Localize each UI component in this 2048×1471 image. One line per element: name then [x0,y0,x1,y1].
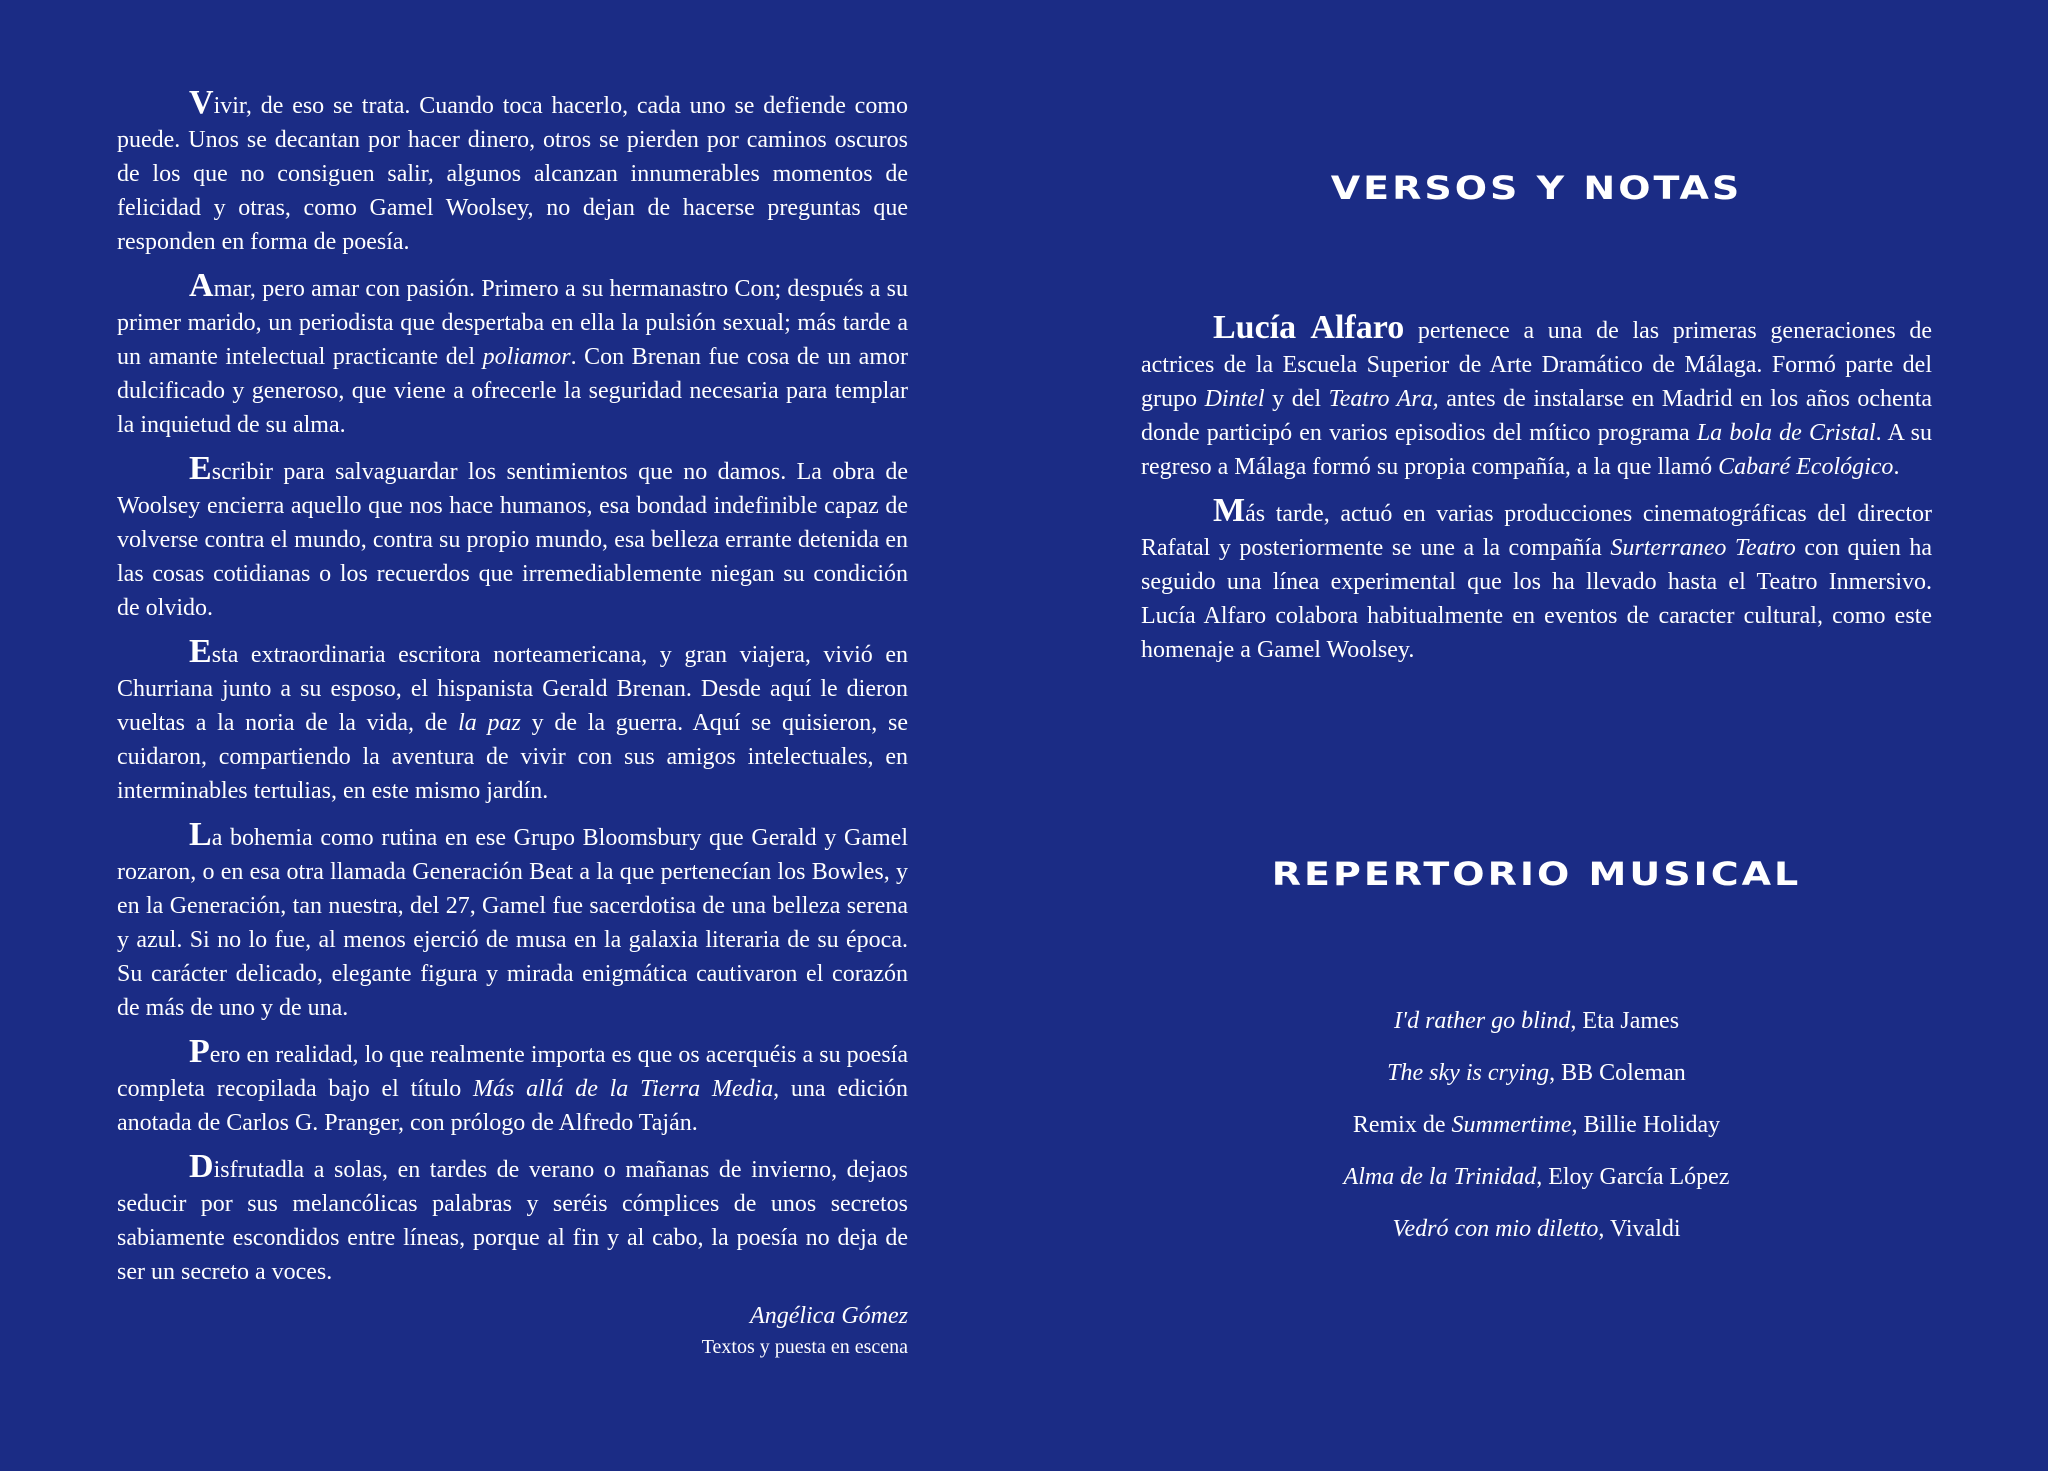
italic-book-title: Más allá de la Tierra Media [473,1076,774,1102]
signature-name: Angélica Gómez [750,1303,908,1329]
song-artist: , BB Coleman [1549,1060,1686,1086]
essay-paragraph-2 [117,269,908,442]
italic-group-name: Teatro Ara, [1328,386,1439,412]
song-prefix: Remix de [1352,1112,1452,1138]
italic-company-name: Surterraneo Teatro [1610,535,1796,561]
song-artist: , Eloy García López [1536,1164,1730,1190]
song-title: I'd rather go blind [1393,1008,1571,1034]
song-artist: , Vivaldi [1598,1216,1681,1242]
essay-column [117,86,908,1361]
drop-cap: M [1213,492,1246,529]
paragraph-text: , una edición anotada de Carlos G. Pranger, con prólogo de Alfredo Taján. [117,1076,908,1136]
signature-role: Textos y puesta en escena [701,1336,908,1358]
italic-company-name: Cabaré Ecológico [1718,454,1894,480]
song-title: Alma de la Trinidad [1343,1164,1537,1190]
bio-text: con quien ha seguido una línea experimental que los ha llevado hasta el Teatro Inmersivo. Lucía Alfaro colabora habitualmente en eventos de caracter cultural, como este homenaje a Gamel Woolsey. [1141,535,1933,663]
bio-text: y del [1264,386,1329,412]
italic-term: poliamor [482,344,571,370]
paragraph-text: ero en realidad, lo que realmente importa es que os acerquéis a su poesía completa recopilada bajo el título [117,1042,908,1102]
bio-text: ás tarde, actuó en varias producciones cinematográficas del director Rafatal y posteriormente se une a la compañía [1141,501,1932,561]
bio-paragraph-2 [1141,494,1932,667]
essay-paragraph-3 [117,452,908,625]
drop-cap: P [189,1033,210,1070]
song-list [1141,995,1932,1255]
paragraph-text: isfrutadla a solas, en tardes de verano o mañanas de invierno, dejaos seducir por sus melancólicas palabras y seréis cómplices de unos secretos sabiamente escondidos entre líneas, porque al fin y al cabo, la poesía no deja de ser un secreto a voces. [117,1157,908,1285]
essay-paragraph-4 [117,635,908,808]
song-artist: , Eta James [1570,1008,1680,1034]
song-item [1141,1047,1932,1099]
drop-cap: A [189,267,214,304]
paragraph-text: y de la guerra. Aquí se quisieron, se cuidaron, compartiendo la aventura de vivir con sus amigos intelectuales, en interminables tertulias, en este mismo jardín. [117,710,908,804]
bio-paragraph-1 [1141,311,1932,484]
artist-bio [1141,311,1932,677]
signature [117,1299,908,1361]
heading-versos-y-notas: VERSOS Y NOTAS [1330,169,1743,207]
song-item [1141,1151,1932,1203]
drop-cap: V [189,84,214,121]
song-title: Summertime [1451,1112,1572,1138]
song-item [1141,1203,1932,1255]
italic-group-name: Dintel [1204,386,1265,412]
bio-text: pertenece a una de las primeras generaciones de actrices de la Escuela Superior de Arte Dramático de Málaga. Formó parte del grupo [1141,318,1932,412]
essay-paragraph-1 [117,86,908,259]
drop-cap: L [189,816,212,853]
artist-name: Lucía Alfaro [1213,309,1405,346]
paragraph-text: sta extraordinaria escritora norteamericana, y gran viajera, vivió en Churriana junto a su esposo, el hispanista Gerald Brenan. Desde aquí le dieron vueltas a la noria de la vida, de [117,642,908,736]
bio-text: antes de instalarse en Madrid en los años ochenta donde participó en varios episodios del mítico programa [1141,386,1933,446]
drop-cap: E [189,633,212,670]
song-artist: , Billie Holiday [1571,1112,1721,1138]
song-item [1141,995,1932,1047]
paragraph-text: scribir para salvaguardar los sentimientos que no damos. La obra de Woolsey encierra aquello que nos hace humanos, esa bondad indefinible capaz de volverse contra el mundo, contra su propio mundo, esa belleza errante detenida en las cosas cotidianas o los recuerdos que irremediablemente niegan su condición de olvido. [117,459,908,621]
bio-text: . A su regreso a Málaga formó su propia compañía, a la que llamó [1141,420,1932,480]
italic-term: la paz [458,710,521,736]
paragraph-text: mar, pero amar con pasión. Primero a su hermanastro Con; después a su primer marido, un periodista que despertaba en ella la pulsión sexual; más tarde a un amante intelectual practicante del [117,276,908,370]
heading-repertorio-musical: REPERTORIO MUSICAL [1271,855,1802,893]
paragraph-text: a bohemia como rutina en ese Grupo Bloomsbury que Gerald y Gamel rozaron, o en esa otra llamada Generación Beat a la que pertenecían los Bowles, y en la Generación, tan nuestra, del 27, Gamel fue sacerdotisa de una belleza serena y azul. Si no lo fue, al menos ejerció de musa en la galaxia literaria de su época. Su carácter delicado, elegante figura y mirada enigmática cautivaron el corazón de más de uno y de una. [117,825,908,1021]
song-item [1141,1099,1932,1151]
essay-paragraph-5 [117,818,908,1025]
paragraph-text: . Con Brenan fue cosa de un amor dulcificado y generoso, que viene a ofrecerle la seguridad necesaria para templar la inquietud de su alma. [117,344,908,438]
paragraph-text: ivir, de eso se trata. Cuando toca hacerlo, cada uno se defiende como puede. Unos se decantan por hacer dinero, otros se pierden por caminos oscuros de los que no consiguen salir, algunos alcanzan innumerables momentos de felicidad y otras, como Gamel Woolsey, no dejan de hacerse preguntas que responden en forma de poesía. [117,93,908,255]
essay-paragraph-6 [117,1035,908,1140]
bio-text: . [1893,454,1900,480]
essay-paragraph-7 [117,1150,908,1289]
song-title: The sky is crying [1387,1060,1550,1086]
song-title: Vedró con mio diletto [1392,1216,1599,1242]
drop-cap: D [189,1148,214,1185]
italic-program-name: La bola de Cristal [1696,420,1876,446]
drop-cap: E [189,450,212,487]
